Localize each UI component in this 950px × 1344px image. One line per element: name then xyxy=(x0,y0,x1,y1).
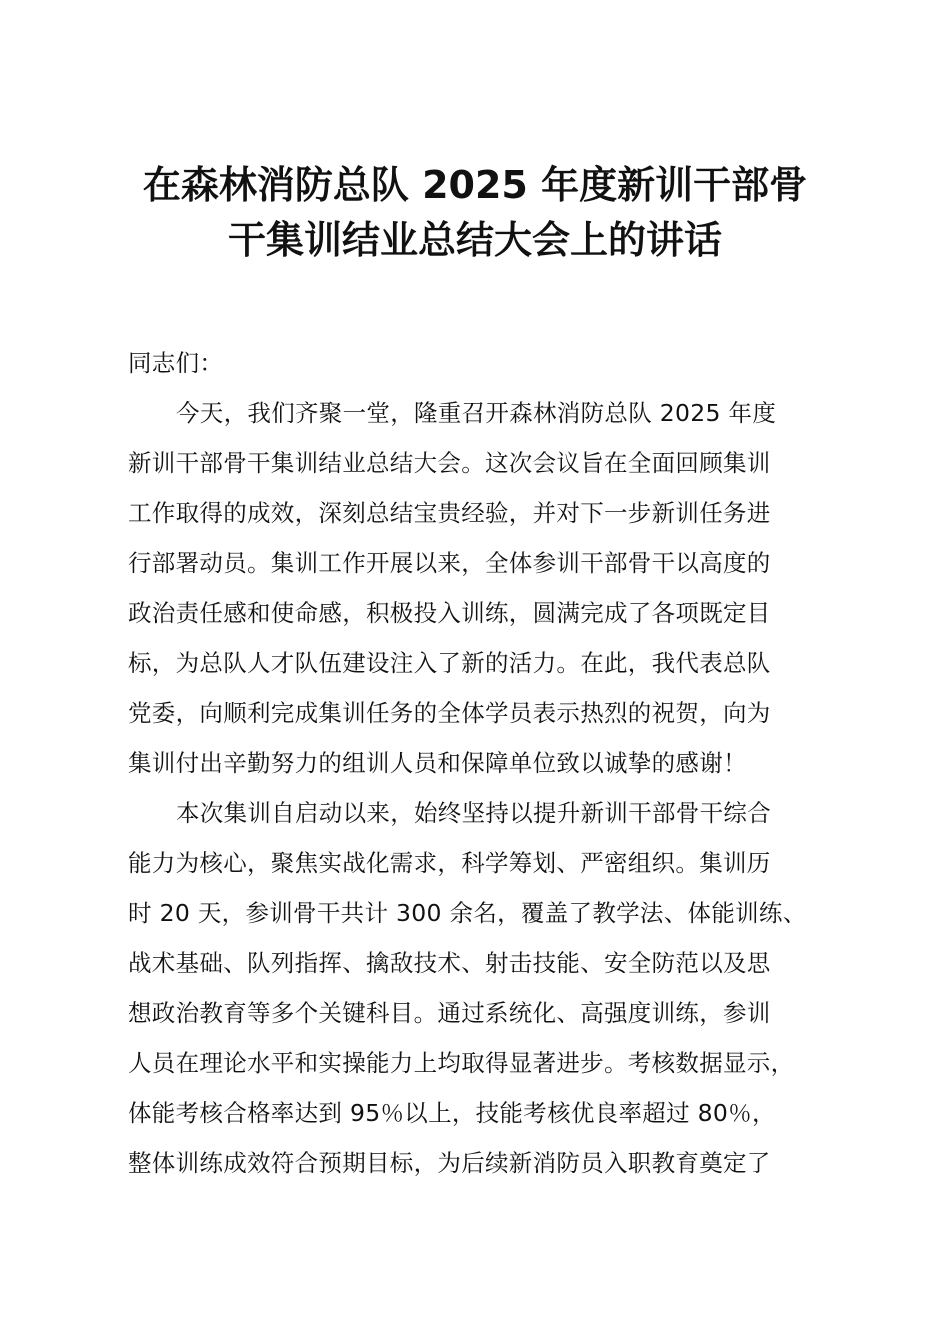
paragraph-line: 集训付出辛勤努力的组训人员和保障单位致以诚挚的感谢！ xyxy=(128,749,747,777)
paragraph-line: 新训干部骨干集训结业总结大会。这次会议旨在全面回顾集训 xyxy=(128,449,771,477)
paragraph-line: 能力为核心，聚焦实战化需求，科学筹划、严密组织。集训历 xyxy=(128,849,771,877)
paragraph-line: 时 20 天，参训骨干共计 300 余名，覆盖了教学法、体能训练、 xyxy=(128,899,807,927)
paragraph-line: 行部署动员。集训工作开展以来，全体参训干部骨干以高度的 xyxy=(128,549,771,577)
paragraph-2 xyxy=(128,788,848,1188)
paragraph-line: 战术基础、队列指挥、擒敌技术、射击技能、安全防范以及思 xyxy=(128,949,771,977)
salutation: 同志们： xyxy=(128,349,224,377)
paragraph-line: 今天，我们齐聚一堂，隆重召开森林消防总队 2025 年度 xyxy=(176,399,777,427)
paragraph-line: 整体训练成效符合预期目标，为后续新消防员入职教育奠定了 xyxy=(128,1149,771,1177)
paragraph-line: 本次集训自启动以来，始终坚持以提升新训干部骨干综合 xyxy=(176,799,771,827)
document-body xyxy=(128,338,848,1188)
paragraph-line: 人员在理论水平和实操能力上均取得显著进步。考核数据显示， xyxy=(128,1049,795,1077)
document-title-line-1: 在森林消防总队 2025 年度新训干部骨 xyxy=(142,163,808,207)
paragraph-line: 体能考核合格率达到 95％以上，技能考核优良率超过 80％， xyxy=(128,1099,776,1127)
paragraph-line: 工作取得的成效，深刻总结宝贵经验，并对下一步新训任务进 xyxy=(128,499,771,527)
paragraph-line: 想政治教育等多个关键科目。通过系统化、高强度训练，参训 xyxy=(128,999,771,1027)
document-title-line-2: 干集训结业总结大会上的讲话 xyxy=(227,218,722,262)
paragraph-1 xyxy=(128,388,848,788)
paragraph-line: 党委，向顺利完成集训任务的全体学员表示热烈的祝贺，向为 xyxy=(128,699,771,727)
paragraph-line: 标，为总队人才队伍建设注入了新的活力。在此，我代表总队 xyxy=(128,649,771,677)
paragraph-line: 政治责任感和使命感，积极投入训练，圆满完成了各项既定目 xyxy=(128,599,771,627)
